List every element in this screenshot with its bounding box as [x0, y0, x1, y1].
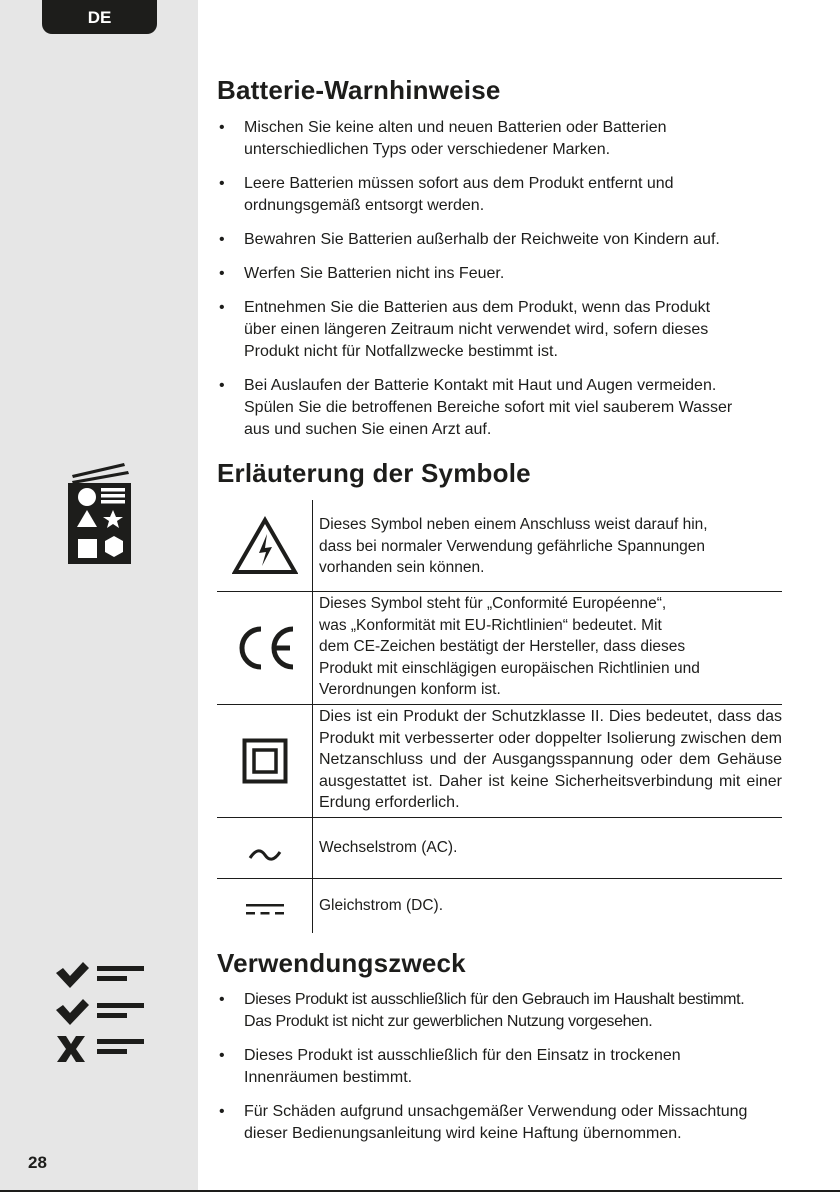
- list-item: • Entnehmen Sie die Batterien aus dem Produkt, wenn das Produkt über einen längeren Zeitraum nicht verwendet wird, sofern dieses Produkt nicht für Notfallzwecke bestimmt ist.: [217, 297, 789, 363]
- symbol-description: Gleichstrom (DC).: [319, 896, 444, 914]
- direct-current-icon: [245, 902, 285, 916]
- ce-mark-icon: [234, 625, 296, 671]
- intended-use-heading: Verwendungszweck: [217, 948, 466, 978]
- symbols-legend-icon: [66, 463, 132, 565]
- symbol-description: Dies ist ein Produkt der Schutzklasse II. Dies bedeutet, dass das Produkt mit verbesserter oder doppelter Isolierung zwischen dem Netzanschluss und der Ausgangsspannung oder dem Gehäuse ausgestattet ist. Daher ist keine Sicherheitsverbindung mit einer Erdung erforderlich.: [319, 708, 782, 811]
- list-item: • Dieses Produkt ist ausschließlich für den Gebrauch im Haushalt bestimmt. Das Produkt ist nicht zur gewerblichen Nutzung vorgesehen.: [217, 989, 797, 1033]
- list-item: • Bei Auslaufen der Batterie Kontakt mit Haut und Augen vermeiden. Spülen Sie die betroffenen Bereiche sofort mit viel sauberem Wasser aus und suchen Sie einen Arzt auf.: [217, 375, 789, 441]
- icon-cell: [217, 500, 313, 591]
- symbol-description: Dieses Symbol neben einem Anschluss weist darauf hin, dass bei normaler Verwendung gefährliche Spannungen vorhanden sein können.: [319, 516, 708, 576]
- table-row: [217, 818, 782, 879]
- alternating-current-icon: [248, 847, 282, 863]
- list-item: • Leere Batterien müssen sofort aus dem Produkt entfernt und ordnungsgemäß entsorgt werden.: [217, 173, 789, 217]
- battery-warnings-list: [217, 117, 789, 453]
- list-item: • Werfen Sie Batterien nicht ins Feuer.: [217, 263, 789, 285]
- icon-cell: [217, 592, 313, 704]
- high-voltage-warning-icon: [232, 516, 298, 576]
- icon-cell: [217, 705, 313, 817]
- icon-cell: [217, 879, 313, 933]
- intended-use-list: [217, 989, 797, 1157]
- icon-cell: [217, 818, 313, 878]
- symbol-description: Dieses Symbol steht für „Conformité Européenne“, was „Konformität mit EU-Richtlinien“ bedeutet. Mit dem CE-Zeichen bestätigt der Hersteller, dass dieses Produkt mit einschlägigen europäischen Richtlinien und Verordnungen konform ist.: [319, 595, 700, 698]
- list-item: • Für Schäden aufgrund unsachgemäßer Verwendung oder Missachtung dieser Bedienungsanleitung wird keine Haftung übernommen.: [217, 1101, 797, 1145]
- table-row: [217, 500, 782, 592]
- checklist-icon: [55, 962, 147, 1064]
- list-item: • Mischen Sie keine alten und neuen Batterien oder Batterien unterschiedlichen Typs oder verschiedener Marken.: [217, 117, 789, 161]
- table-row: [217, 592, 782, 705]
- symbols-table: [217, 500, 782, 933]
- page-number: 28: [28, 1153, 47, 1172]
- table-row: [217, 705, 782, 818]
- list-item: • Bewahren Sie Batterien außerhalb der Reichweite von Kindern auf.: [217, 229, 789, 251]
- table-row: [217, 879, 782, 933]
- language-tab: DE: [42, 0, 157, 34]
- protection-class-ii-icon: [242, 738, 288, 784]
- symbols-heading: Erläuterung der Symbole: [217, 458, 531, 488]
- symbol-description: Wechselstrom (AC).: [319, 838, 458, 856]
- battery-warnings-heading: Batterie-Warnhinweise: [217, 75, 501, 105]
- list-item: • Dieses Produkt ist ausschließlich für den Einsatz in trockenen Innenräumen bestimmt.: [217, 1045, 797, 1089]
